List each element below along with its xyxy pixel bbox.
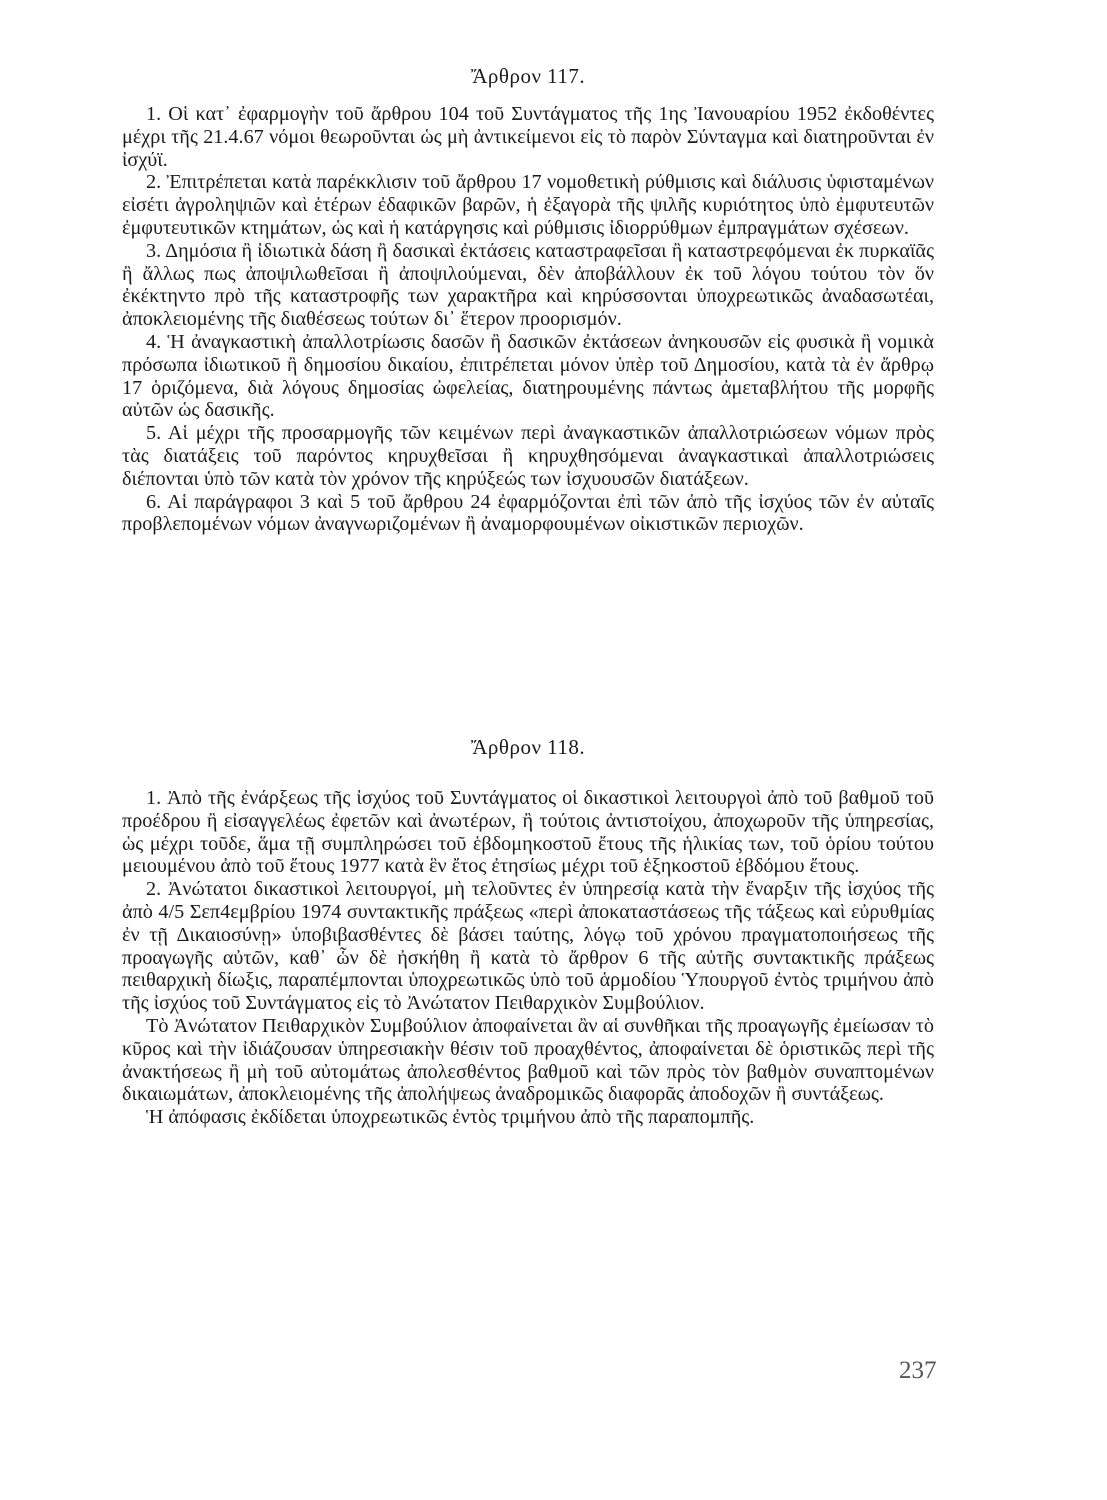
article-117-paragraph-1: 1. Οἱ κατ᾿ ἐφαρμογὴν τοῦ ἄρθρου 104 τοῦ Συντάγματος τῆς 1ης Ἰανουαρίου 1952 ἐκδοθέντες μέχρι τῆς 21.4.67 νόμοι θεωροῦνται ὡς μὴ ἀντικείμενοι εἰς τὸ παρὸν Σύνταγμα καὶ διατηροῦνται ἐν ἰσχύϊ.: [122, 103, 934, 171]
article-118-paragraph-3: Τὸ Ἀνώτατον Πειθαρχικὸν Συμβούλιον ἀποφαίνεται ἂν αἱ συνθῆκαι τῆς προαγωγῆς ἐμείωσαν τὸ κῦρος καὶ τὴν ἰδιάζουσαν ὑπηρεσιακὴν θέσιν τοῦ προαχθέντος, ἀποφαίνεται δὲ ὁριστικῶς περὶ τῆς ἀνακτήσεως ἢ μὴ τοῦ αὐτομάτως ἀπολεσθέντος βαθμοῦ καὶ τῶν πρὸς τὸν βαθμὸν συναπτομένων δικαιωμάτων, ἀποκλειομένης τῆς ἀπολήψεως ἀναδρομικῶς διαφορᾶς ἀποδοχῶν ἢ συντάξεως.: [122, 1014, 934, 1106]
page-number: 237: [899, 1357, 937, 1384]
article-118-paragraph-1: 1. Ἀπὸ τῆς ἐνάρξεως τῆς ἰσχύος τοῦ Συντάγματος οἱ δικαστικοὶ λειτουργοὶ ἀπὸ τοῦ βαθμοῦ τοῦ προέδρου ἢ εἰσαγγελέως ἐφετῶν καὶ ἀνωτέρων, ἢ τούτοις ἀντιστοίχου, ἀποχωροῦν τῆς ὑπηρεσίας, ὡς μέχρι τοῦδε, ἅμα τῇ συμπληρώσει τοῦ ἑβδομηκοστοῦ ἔτους τῆς ἡλικίας των, τοῦ ὁρίου τούτου μειουμένου ἀπὸ τοῦ ἔτους 1977 κατὰ ἓν ἔτος ἐτησίως μέχρι τοῦ ἑξηκοστοῦ ἑβδόμου ἔτους.: [122, 787, 934, 878]
article-117-paragraph-3: 3. Δημόσια ἢ ἰδιωτικὰ δάση ἢ δασικαὶ ἐκτάσεις καταστραφεῖσαι ἢ καταστρεφόμεναι ἐκ πυρκαϊᾶς ἢ ἄλλως πως ἀποψιλωθεῖσαι ἢ ἀποψιλούμεναι, δὲν ἀποβάλλουν ἐκ τοῦ λόγου τούτου τὸν ὅν ἐκέκτηντο πρὸ τῆς καταστροφῆς των χαρακτῆρα καὶ κηρύσσονται ὑποχρεωτικῶς ἀναδασωτέαι, ἀποκλειομένης τῆς διαθέσεως τούτων δι᾿ ἕτερον προορισμόν.: [122, 239, 934, 331]
article-118-body: [122, 787, 934, 1129]
article-118-paragraph-4: Ἡ ἀπόφασις ἐκδίδεται ὑποχρεωτικῶς ἐντὸς τριμήνου ἀπὸ τῆς παραπομπῆς.: [146, 1106, 755, 1129]
article-117-paragraph-5: 5. Αἱ μέχρι τῆς προσαρμογῆς τῶν κειμένων περὶ ἀναγκαστικῶν ἀπαλλοτριώσεων νόμων πρὸς τὰς διατάξεις τοῦ παρόντος κηρυχθεῖσαι ἢ κηρυχθησόμεναι ἀναγκαστικαὶ ἀπαλλοτριώσεις διέπονται ὑπὸ τῶν κατὰ τὸν χρόνον τῆς κηρύξεώς των ἰσχυουσῶν διατάξεων.: [122, 422, 934, 490]
article-117-heading: Ἄρθρον 117.: [470, 64, 586, 88]
article-118-heading: Ἄρθρον 118.: [470, 735, 586, 759]
article-117-paragraph-6: 6. Αἱ παράγραφοι 3 καὶ 5 τοῦ ἄρθρου 24 ἐφαρμόζονται ἐπὶ τῶν ἀπὸ τῆς ἰσχύος τῶν ἐν αὐταῖς προβλεπομένων νόμων ἀναγνωριζομένων ἢ ἀναμορφουμένων οἰκιστικῶν περιοχῶν.: [122, 490, 934, 536]
article-117-paragraph-4: 4. Ἡ ἀναγκαστικὴ ἀπαλλοτρίωσις δασῶν ἢ δασικῶν ἐκτάσεων ἀνηκουσῶν εἰς φυσικὰ ἢ νομικὰ πρόσωπα ἰδιωτικοῦ ἢ δημοσίου δικαίου, ἐπιτρέπεται μόνον ὑπὲρ τοῦ Δημοσίου, κατὰ τὰ ἐν ἄρθρῳ 17 ὁριζόμενα, διὰ λόγους δημοσίας ὠφελείας, διατηρουμένης πάντως ἀμεταβλήτου τῆς μορφῆς αὐτῶν ὡς δασικῆς.: [122, 330, 934, 422]
document-page: [122, 0, 934, 1500]
article-118-paragraph-2: 2. Ἀνώτατοι δικαστικοὶ λειτουργοί, μὴ τελοῦντες ἐν ὑπηρεσίᾳ κατὰ τὴν ἔναρξιν τῆς ἰσχύος τῆς ἀπὸ 4/5 Σεπ4εμβρίου 1974 συντακτικῆς πράξεως «περὶ ἀποκαταστάσεως τῆς τάξεως καὶ εὐρυθμίας ἐν τῇ Δικαιοσύνῃ» ὑποβιβασθέντες δὲ βάσει ταύτης, λόγῳ τοῦ χρόνου πραγματοποιήσεως τῆς προαγωγῆς αὐτῶν, καθ᾿ ὧν δὲ ἠσκήθη ἢ κατὰ τὸ ἄρθρον 6 τῆς αὐτῆς συντακτικῆς πράξεως πειθαρχικὴ δίωξις, παραπέμπονται ὑποχρεωτικῶς ὑπὸ τοῦ ἁρμοδίου Ὑπουργοῦ ἐντὸς τριμήνου ἀπὸ τῆς ἰσχύος τοῦ Συντάγματος εἰς τὸ Ἀνώτατον Πειθαρχικὸν Συμβούλιον.: [122, 878, 934, 1015]
article-117-body: [122, 103, 934, 536]
article-117-paragraph-2: 2. Ἐπιτρέπεται κατὰ παρέκκλισιν τοῦ ἄρθρου 17 νομοθετικὴ ρύθμισις καὶ διάλυσις ὑφισταμένων εἰσέτι ἀγροληψιῶν καὶ ἑτέρων ἐδαφικῶν βαρῶν, ἡ ἐξαγορὰ τῆς ψιλῆς κυριότητος ὑπὸ ἐμφυτευτῶν ἐμφυτευτικῶν κτημάτων, ὡς καὶ ἡ κατάργησις καὶ ρύθμισις ἰδιορρύθμων ἐμπραγμάτων σχέσεων.: [122, 171, 934, 239]
